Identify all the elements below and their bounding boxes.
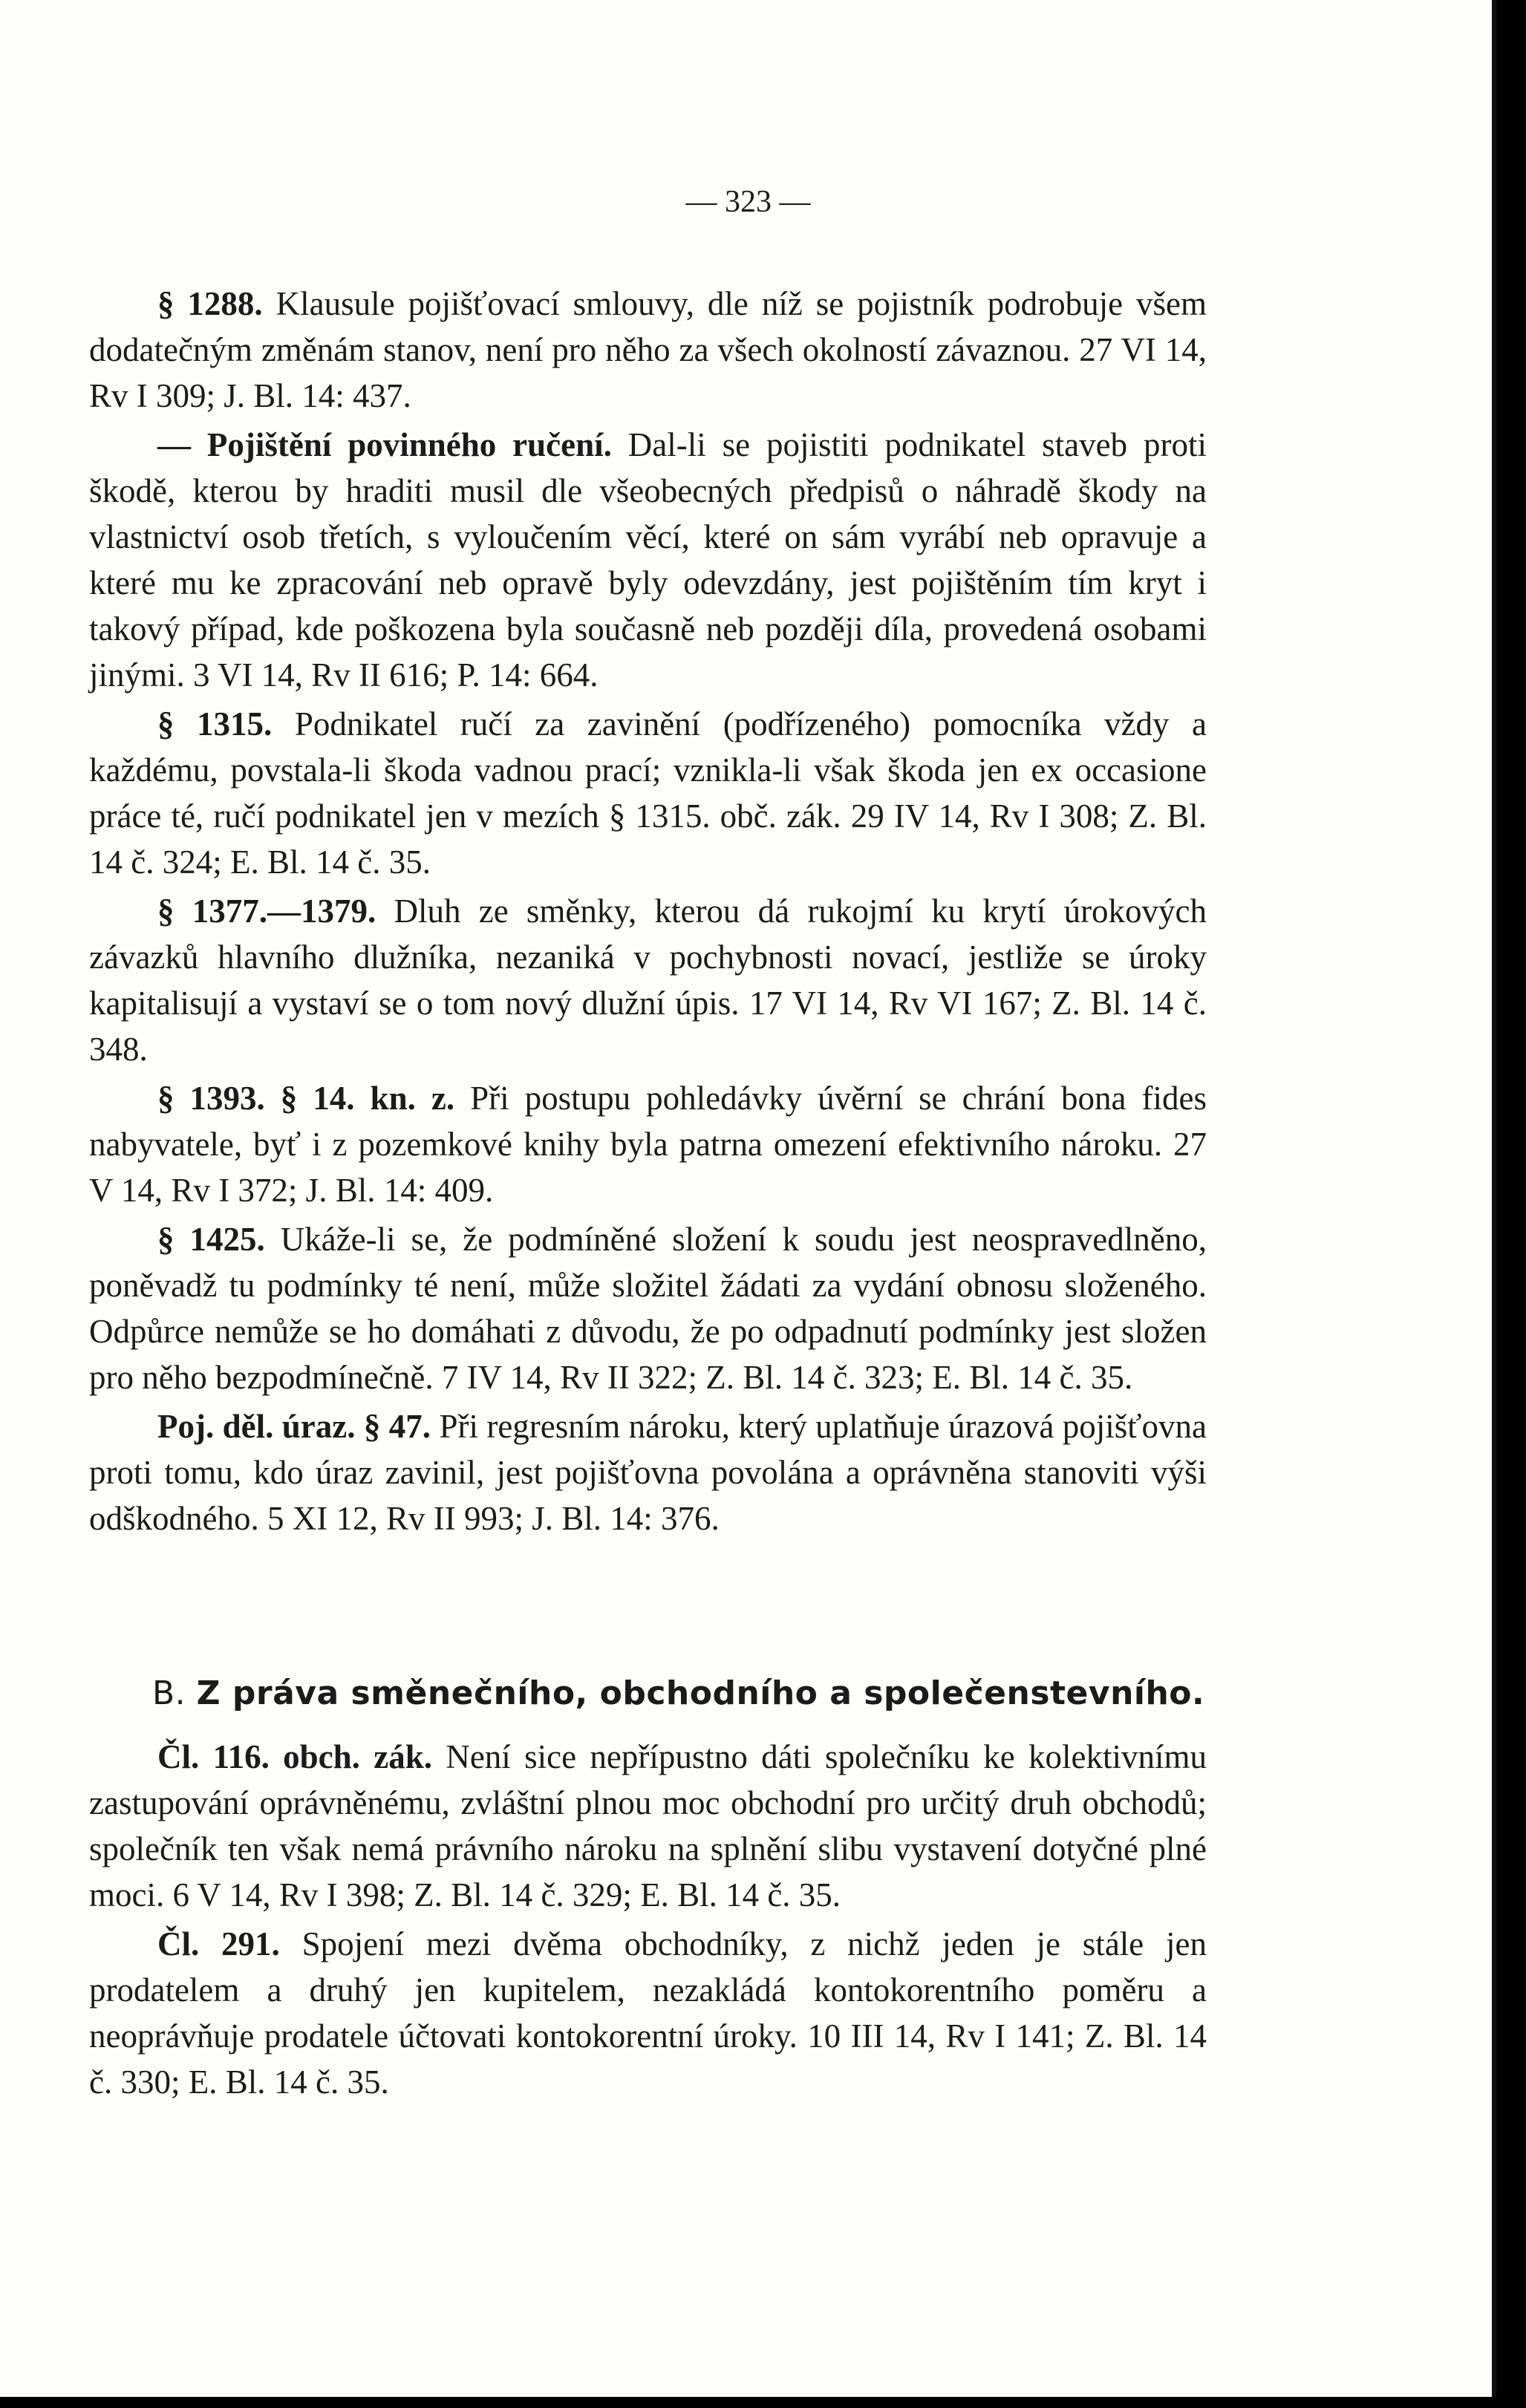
paragraph-text: Při postupu pohledávky úvěrní se chrání bona fides nabyvatele, byť i z pozemkové knihy byla patrna omezení efektivního nároku. 27 V 14, Rv I 372; J. Bl. 14: 409.: [89, 1080, 1207, 1209]
paragraph-text: Spojení mezi dvěma obchodníky, z nichž jeden je stále jen prodatelem a druhý jen kupitelem, nezakládá kontokorentního poměru a neoprávňuje prodatele účtovati kontokorentní úroky. 10 III 14, Rv I 141; Z. Bl. 14 č. 330; E. Bl. 14 č. 35.: [89, 1925, 1207, 2101]
section-letter: B.: [152, 1674, 186, 1712]
paragraph-text: Dluh ze směnky, kterou dá rukojmí ku krytí úrokových závazků hlavního dlužníka, nezaniká v pochybnosti novací, jestliže se úroky kapitalisují a vystaví se o tom nový dlužní úpis. 17 VI 14, Rv VI 167; Z. Bl. 14 č. 348.: [89, 893, 1207, 1068]
paragraph-ref: § 1425.: [157, 1221, 265, 1258]
page-number: — 323 —: [685, 185, 811, 219]
paragraph-text: Klausule pojišťovací smlouvy, dle níž se pojistník podrobuje všem dodatečným změnám stanov, není pro něho za všech okolností závaznou. 27 VI 14, Rv I 309; J. Bl. 14: 437.: [89, 285, 1207, 414]
paragraph-text: Ukáže-li se, že podmíněné složení k soudu jest neospravedlněno, poněvadž tu podmínky té není, může složitel žádati za vydání obnosu složeného. Odpůrce nemůže se ho domáhati z důvodu, že po odpadnutí podmínky jest složen pro něho bezpodmínečně. 7 IV 14, Rv II 322; Z. Bl. 14 č. 323; E. Bl. 14 č. 35.: [89, 1221, 1207, 1396]
paragraph-ref: Poj. děl. úraz. § 47.: [157, 1408, 431, 1445]
paragraph-cl-291: [89, 1921, 1207, 2105]
section-title: Z práva směnečního, obchodního a společenstevního.: [196, 1674, 1205, 1712]
paragraph-ref: § 1288.: [157, 285, 263, 322]
paragraph-1315: [89, 701, 1207, 885]
paragraph-text: Dal-li se pojistiti podnikatel staveb proti škodě, kterou by hraditi musil dle všeobecných předpisů o náhradě škody na vlastnictví osob třetích, s vyloučením věcí, které on sám vyrábí neb opravuje a které mu ke zpracování neb opravě byly odevzdány, jest pojištěním tím kryt i takový případ, kde poškozena byla současně neb později díla, provedená osobami jinými. 3 VI 14, Rv II 616; P. 14: 664.: [89, 426, 1207, 694]
paragraph-ref: § 1393. § 14. kn. z.: [157, 1080, 455, 1117]
paragraph-1288: [89, 281, 1207, 419]
section-heading: [152, 1674, 1204, 1712]
paragraph-1377: [89, 888, 1207, 1072]
paragraph-pojisteni: [89, 422, 1207, 698]
paragraph-text: Není sice nepřípustno dáti společníku ke kolektivnímu zastupování oprávněnému, zvláštní plnou moc obchodní pro určitý druh obchodů; společník ten však nemá právního nároku na splnění slibu vystavení dotyčné plné moci. 6 V 14, Rv I 398; Z. Bl. 14 č. 329; E. Bl. 14 č. 35.: [89, 1738, 1207, 1913]
paragraph-text: Podnikatel ručí za zavinění (podřízeného) pomocníka vždy a každému, povstala-li škoda vadnou prací; vznikla-li však škoda jen ex occasione práce té, ručí podnikatel jen v mezích § 1315. obč. zák. 29 IV 14, Rv I 308; Z. Bl. 14 č. 324; E. Bl. 14 č. 35.: [89, 705, 1207, 881]
paragraph-ref: Čl. 291.: [157, 1925, 280, 1962]
paragraph-text: Při regresním nároku, který uplatňuje úrazová pojišťovna proti tomu, kdo úraz zavinil, jest pojišťovna povolána a oprávněna stanoviti výši odškodného. 5 XI 12, Rv II 993; J. Bl. 14: 376.: [89, 1408, 1207, 1537]
paragraph-ref: § 1315.: [157, 705, 273, 743]
paragraph-cl-116: [89, 1734, 1207, 1918]
paragraph-ref: Čl. 116. obch. zák.: [157, 1738, 432, 1775]
paragraph-1425: [89, 1216, 1207, 1400]
paragraph-ref: § 1377.—1379.: [157, 893, 376, 930]
paragraph-poj-del-uraz: [89, 1403, 1207, 1541]
paragraph-1393: [89, 1075, 1207, 1213]
case-notes-block: [89, 281, 1207, 1541]
section-notes-block: [89, 1734, 1207, 2105]
paragraph-ref: — Pojištění povinného ručení.: [157, 426, 612, 463]
